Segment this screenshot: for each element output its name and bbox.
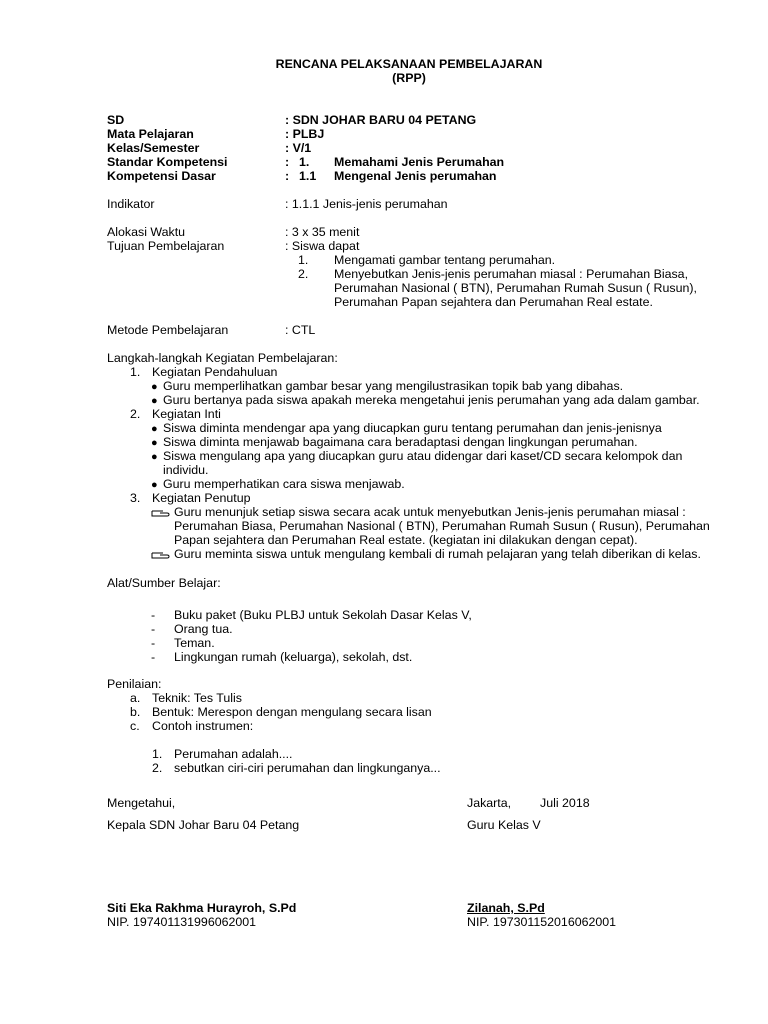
instrumen-num-1: 1.: [152, 747, 163, 761]
penilaian-num-c: c.: [130, 719, 140, 733]
alat-item-2: Orang tua.: [174, 622, 233, 636]
s2-num: 2.: [130, 407, 141, 421]
s2-line-1: Siswa diminta mendengar apa yang diucapkan guru tentang perumahan dan jenis-jenisnya: [163, 421, 662, 435]
dash-icon: -: [151, 650, 156, 664]
value-sd: : SDN JOHAR BARU 04 PETANG: [285, 113, 477, 127]
signature-place: Jakarta,: [467, 796, 512, 810]
left-nip: NIP. 197401131996062001: [107, 915, 257, 929]
s3-line-1: Guru menunjuk setiap siswa secara acak untuk menyebutkan Jenis-jenis perumahan miasal :: [174, 505, 686, 519]
pointing-hand-icon: [151, 508, 171, 518]
s1-title: Kegiatan Pendahuluan: [152, 365, 278, 379]
s2-line-3: Siswa mengulang apa yang diucapkan guru atau didengar dari kaset/CD secara kelompok dan: [163, 449, 683, 463]
langkah-heading: Langkah-langkah Kegiatan Pembelajaran:: [107, 351, 338, 365]
s2-line-2: Siswa diminta menjawab bagaimana cara beradaptasi dengan lingkungan perumahan.: [163, 435, 638, 449]
sep-kd: :: [285, 169, 290, 183]
value-metode: : CTL: [285, 323, 316, 337]
right-signatory-name: Zilanah, S.Pd: [467, 901, 545, 915]
right-nip: NIP. 197301152016062001: [467, 915, 617, 929]
penilaian-item-c: Contoh instrumen:: [152, 719, 254, 733]
instrumen-item-2: sebutkan ciri-ciri perumahan dan lingkunganya...: [174, 761, 441, 775]
penilaian-num-b: b.: [130, 705, 141, 719]
tujuan-item-1: Mengamati gambar tentang perumahan.: [334, 253, 556, 267]
dash-icon: -: [151, 636, 156, 650]
s3-title: Kegiatan Penutup: [152, 491, 251, 505]
label-kelas: Kelas/Semester: [107, 141, 200, 155]
label-metode: Metode Pembelajaran: [107, 323, 229, 337]
bullet-icon: ●: [151, 395, 158, 407]
s3-line-2: Guru meminta siswa untuk mengulang kembali di rumah pelajaran yang telah diberikan di kelas.: [174, 547, 701, 561]
s1-num: 1.: [130, 365, 141, 379]
s2-line-3b: individu.: [163, 463, 209, 477]
alat-item-4: Lingkungan rumah (keluarga), sekolah, dst.: [174, 650, 413, 664]
label-kd: Kompetensi Dasar: [107, 169, 216, 183]
dash-icon: -: [151, 608, 156, 622]
doc-title: RENCANA PELAKSANAAN PEMBELAJARAN: [275, 57, 543, 71]
s1-line-1: Guru memperlihatkan gambar besar yang mengilustrasikan topik bab yang dibahas.: [163, 379, 624, 393]
alat-item-3: Teman.: [174, 636, 215, 650]
label-mapel: Mata Pelajaran: [107, 127, 194, 141]
bullet-icon: ●: [151, 437, 158, 449]
sep-sk: :: [285, 155, 290, 169]
instrumen-item-1: Perumahan adalah....: [174, 747, 293, 761]
label-sd: SD: [107, 113, 125, 127]
s2-title: Kegiatan Inti: [152, 407, 221, 421]
alat-item-1: Buku paket (Buku PLBJ untuk Sekolah Dasar Kelas V,: [174, 608, 472, 622]
left-signatory-name: Siti Eka Rakhma Hurayroh, S.Pd: [107, 901, 297, 915]
penilaian-item-b: Bentuk: Merespon dengan mengulang secara lisan: [152, 705, 432, 719]
alat-heading: Alat/Sumber Belajar:: [107, 576, 221, 590]
doc-subtitle: (RPP): [392, 71, 426, 85]
label-indikator: Indikator: [107, 197, 155, 211]
bullet-icon: ●: [151, 423, 158, 435]
s3-line-1c: Papan sejahtera dan Perumahan Real estate. (kegiatan ini dilakukan dengan cepat).: [174, 533, 638, 547]
tujuan-item-2: Menyebutkan Jenis-jenis perumahan miasal : Perumahan Biasa,: [334, 267, 689, 281]
tujuan-num-2: 2.: [298, 267, 309, 281]
penilaian-heading: Penilaian:: [107, 677, 162, 691]
label-sk: Standar Kompetensi: [107, 155, 228, 169]
label-alokasi: Alokasi Waktu: [107, 225, 186, 239]
label-tujuan: Tujuan Pembelajaran: [107, 239, 225, 253]
pointing-hand-icon: [151, 550, 171, 560]
penilaian-item-a: Teknik: Tes Tulis: [152, 691, 242, 705]
num-kd: 1.1: [299, 169, 317, 183]
value-tujuan: : Siswa dapat: [285, 239, 360, 253]
s1-line-2: Guru bertanya pada siswa apakah mereka mengetahui jenis perumahan yang ada dalam gambar.: [163, 393, 700, 407]
value-alokasi: : 3 x 35 menit: [285, 225, 360, 239]
tujuan-item-2-line3: Perumahan Papan sejahtera dan Perumahan Real estate.: [334, 295, 653, 309]
bullet-icon: ●: [151, 381, 158, 393]
dash-icon: -: [151, 622, 156, 636]
mengetahui-text: Mengetahui,: [107, 796, 176, 810]
s3-num: 3.: [130, 491, 141, 505]
value-indikator: : 1.1.1 Jenis-jenis perumahan: [285, 197, 448, 211]
signature-date: Juli 2018: [540, 796, 590, 810]
tujuan-item-2-line2: Perumahan Nasional ( BTN), Perumahan Rumah Susun ( Rusun),: [334, 281, 697, 295]
left-role: Kepala SDN Johar Baru 04 Petang: [107, 818, 300, 832]
s3-line-1b: Perumahan Biasa, Perumahan Nasional ( BTN), Perumahan Rumah Susun ( Rusun), Perumahan: [174, 519, 710, 533]
penilaian-num-a: a.: [130, 691, 141, 705]
num-sk: 1.: [299, 155, 310, 169]
value-kd: Mengenal Jenis perumahan: [334, 169, 497, 183]
value-kelas: : V/1: [285, 141, 312, 155]
bullet-icon: ●: [151, 479, 158, 491]
s2-line-4: Guru memperhatikan cara siswa menjawab.: [163, 477, 405, 491]
value-mapel: : PLBJ: [285, 127, 325, 141]
tujuan-num-1: 1.: [298, 253, 309, 267]
instrumen-num-2: 2.: [152, 761, 163, 775]
value-sk: Memahami Jenis Perumahan: [334, 155, 505, 169]
bullet-icon: ●: [151, 451, 158, 463]
right-role: Guru Kelas V: [467, 818, 541, 832]
